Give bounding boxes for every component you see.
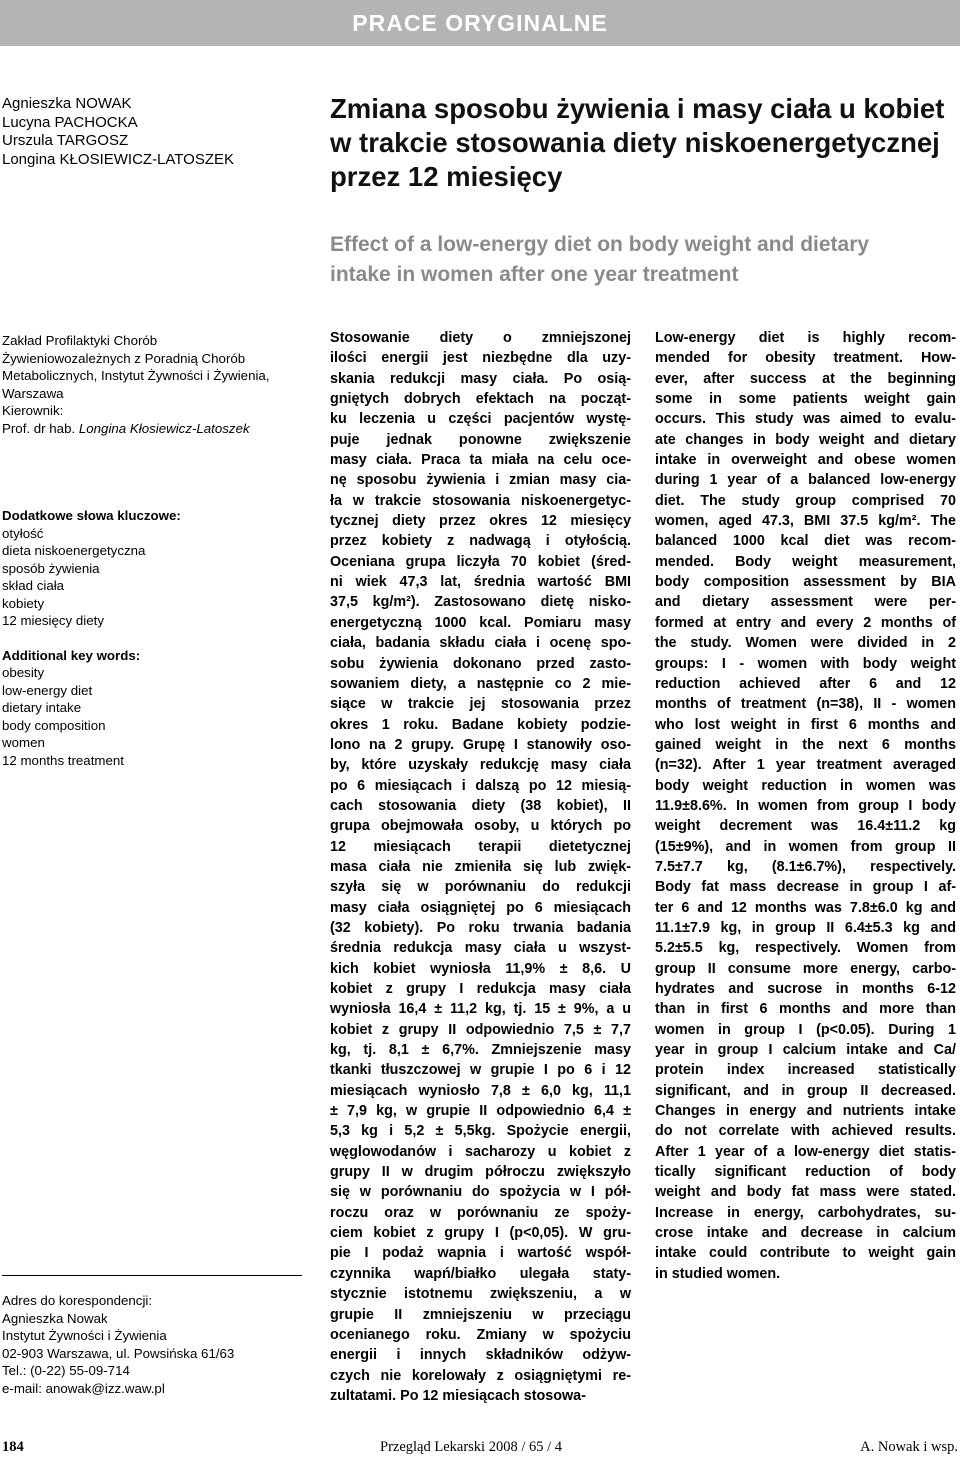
running-authors: A. Nowak i wsp. — [860, 1439, 958, 1455]
abstract-pl-line: masy ciała. Praca ta miała na celu oce- — [330, 452, 631, 469]
abstract-pl-line: nę sposobu żywienia i zmian masy cia- — [330, 472, 631, 489]
abstract-pl-line: tkanki tłuszczowej w grupie I po 6 i 12 — [330, 1062, 631, 1079]
keywords-pl-heading: Dodatkowe słowa kluczowe: — [2, 508, 181, 523]
abstract-en-line: Body fat mass decrease in group I af- — [655, 879, 956, 896]
abstract-en-line: and dietary assessment were per- — [655, 594, 956, 611]
author-name: Longina KŁOSIEWICZ-LATOSZEK — [2, 150, 235, 168]
keyword-pl: sposób żywienia — [2, 560, 100, 576]
abstract-pl-line: masy ciała osiągniętej po 6 miesiącach — [330, 899, 631, 916]
keywords-en-list — [2, 664, 302, 769]
abstract-en-line: year in group I calcium intake and Ca/ — [655, 1042, 956, 1059]
address-line: Instytut Żywności i Żywienia — [2, 1328, 167, 1343]
abstract-en-line: groups: I - women with body weight — [655, 655, 956, 672]
abstract-pl-line: węglowodanów i sacharozy u kobiet z — [330, 1143, 631, 1160]
abstract-en-line: women, aged 47.3, BMI 37.5 kg/m². The — [655, 513, 956, 530]
abstract-en-line: reduction achieved after 6 and 12 — [655, 675, 956, 692]
affiliation-line: Żywieniowozależnych z Poradnią Chorób — [2, 350, 246, 366]
abstract-english — [655, 328, 956, 1284]
abstract-pl-line: roczu oraz w porównaniu ze spoży- — [330, 1204, 631, 1221]
head-name: Longina Kłosiewicz-Latoszek — [78, 420, 250, 436]
abstract-en-line: 5.2±5.5 kg, respectively. Women from — [655, 940, 956, 957]
abstract-pl-line: czynnika wapń/białko ulegała staty- — [330, 1265, 631, 1282]
abstract-pl-line: Oceniana grupa liczyła 70 kobiet (śred- — [330, 553, 631, 570]
abstract-en-line: months of treatment (n=38), II - women — [655, 696, 956, 713]
abstract-pl-line: lono na 2 grupy. Grupę I stanowiły oso- — [330, 736, 631, 753]
article-title — [330, 92, 960, 194]
abstract-en-line: Changes in energy and nutrients intake — [655, 1103, 956, 1120]
address-line: Agnieszka Nowak — [2, 1310, 108, 1326]
abstract-pl-line: miesiącach wyniosło 7,8 ± 6,0 kg, 11,1 — [330, 1082, 631, 1099]
abstract-en-line: diet. The study group comprised 70 — [655, 492, 956, 509]
abstract-pl-line: przez kobiety z nadwagą i otyłością. — [330, 533, 631, 550]
keyword-pl: 12 miesięcy diety — [2, 613, 104, 628]
abstract-pl-line: ocenianego roku. Zmiany w spożyciu — [330, 1326, 631, 1343]
abstract-pl-line: okres 1 roku. Badane kobiety podzie- — [330, 716, 631, 733]
abstract-pl-line: ± 7,9 kg, w grupie II odpowiednio 6,4 ± — [330, 1103, 631, 1120]
title-line: przez 12 miesięcy — [330, 161, 563, 192]
abstract-en-line: do not correlate with achieved results. — [655, 1123, 956, 1140]
abstract-en-line: body weight reduction in women was — [655, 777, 956, 794]
abstract-pl-line: 37,5 kg/m²). Zastosowano dietę nisko- — [330, 594, 631, 611]
abstract-pl-line: ła w trakcie stosowania niskoenergetyc- — [330, 492, 631, 509]
sidebar-info — [2, 332, 302, 769]
correspondence-address — [2, 1292, 302, 1397]
subtitle-line: Effect of a low-energy diet on body weight and dietary — [330, 233, 870, 256]
abstract-pl-line: pie I podaż wapnia i wartość współ- — [330, 1245, 631, 1262]
abstract-en-line: weight and body fat mass were stated. — [655, 1184, 956, 1201]
keyword-pl: otyłość — [2, 525, 44, 541]
keyword-en: 12 months treatment — [2, 752, 124, 768]
abstract-en-line: 7.5±7.7 kg, (8.1±6.7%), respectively. — [655, 858, 956, 875]
abstract-en-line: After 1 year of a low-energy diet statis- — [655, 1143, 956, 1160]
address-line: Tel.: (0-22) 55-09-714 — [2, 1363, 130, 1378]
abstract-en-line: body composition assessment by BIA — [655, 574, 956, 591]
abstract-en-line: ter 6 and 12 months was 7.8±6.0 kg and — [655, 899, 956, 916]
abstract-en-line: than in first 6 months and more than — [655, 1001, 956, 1018]
abstract-pl-line: ku leczenia u części pacjentów wystę- — [330, 411, 631, 428]
abstract-en-line: ate changes in body weight and dietary — [655, 431, 956, 448]
abstract-en-line: women in group I (p<0.05). During 1 — [655, 1021, 956, 1038]
abstract-pl-line: kich kobiet wyniosła 11,9% ± 8,6. U — [330, 960, 631, 977]
author-name: Agnieszka NOWAK — [2, 95, 132, 112]
article-subtitle — [330, 230, 960, 290]
keyword-pl: dieta niskoenergetyczna — [2, 543, 146, 558]
address-line: Adres do korespondencji: — [2, 1293, 153, 1308]
abstract-en-line: during 1 year of a balanced low-energy — [655, 472, 956, 489]
subtitle-line: intake in women after one year treatment — [330, 263, 739, 286]
affiliation-head — [2, 420, 302, 438]
abstract-pl-line: 5,3 kg i 5,2 ± 5,5kg. Spożycie energii, — [330, 1123, 631, 1140]
keyword-pl: kobiety — [2, 595, 45, 611]
abstract-en-line: tically significant reduction of body — [655, 1164, 956, 1181]
keyword-pl: skład ciała — [2, 578, 65, 593]
abstract-en-line: some in some patients weight gain — [655, 391, 956, 408]
affiliation-line: Warszawa — [2, 385, 64, 401]
abstract-pl-line: ilości energii jest niezbędne dla uzy- — [330, 350, 631, 367]
abstract-en-line: group II consume more energy, carbo- — [655, 960, 956, 977]
abstract-en-line: mended for obesity treatment. How- — [655, 350, 956, 367]
keyword-en: women — [2, 735, 45, 750]
abstract-pl-line: czych nie korelowały z osiągniętymi re- — [330, 1367, 631, 1384]
abstract-pl-line: kobiet z grupy I redukcja masy ciała — [330, 981, 631, 997]
keyword-en: low-energy diet — [2, 682, 93, 698]
keyword-en: dietary intake — [2, 700, 82, 715]
abstract-en-line: in studied women. — [655, 1265, 781, 1282]
abstract-pl-line: gniętych dobrych efektach na począt- — [330, 391, 631, 408]
abstract-pl-line: energii i innych składników odżyw- — [330, 1347, 631, 1364]
abstract-en-line: 11.9±8.6%. In women from group I body — [655, 797, 956, 814]
abstract-en-line: intake could contribute to weight gain — [655, 1245, 956, 1262]
abstract-pl-line: ni wiek 47,3 lat, średnia wartość BMI — [330, 574, 631, 591]
abstract-en-line: hydrates and sucrose in months 6-12 — [655, 981, 956, 997]
abstract-en-line: formed at entry and every 2 months of — [655, 614, 956, 631]
abstract-pl-line: (32 kobiety). Po roku trwania badania — [330, 919, 631, 936]
abstract-pl-line: skania redukcji masy ciała. Po osią- — [330, 370, 631, 387]
affiliation-line: Metabolicznych, Instytut Żywności i Żywienia, — [2, 368, 270, 383]
abstract-en-line: ever, after success at the beginning — [655, 370, 956, 387]
abstract-en-line: who lost weight in first 6 months and — [655, 716, 956, 733]
keyword-en: obesity — [2, 665, 45, 680]
author-name: Urszula TARGOSZ — [2, 132, 129, 149]
abstract-en-line: 11.1±7.9 kg, in group II 6.4±5.3 kg and — [655, 919, 956, 936]
abstract-pl-line: masa ciała nie zmieniła się lub zwięk- — [330, 858, 631, 875]
abstract-en-line: crose intake and decrease in calcium — [655, 1225, 956, 1242]
abstract-pl-line: grupie II zmniejszeniu w przeciągu — [330, 1306, 631, 1323]
abstract-en-line: weight decrement was 16.4±11.2 kg — [655, 818, 956, 835]
abstract-en-line: significant, and in group II decreased. — [655, 1082, 956, 1099]
abstract-pl-line: stycznie istotnemu zwiększeniu, a w — [330, 1286, 631, 1303]
abstract-pl-line: szyła się w porównaniu do redukcji — [330, 879, 631, 896]
page-number: 184 — [2, 1439, 24, 1455]
abstract-en-line: Low-energy diet is highly recom- — [655, 330, 956, 346]
keywords-en-heading: Additional key words: — [2, 647, 141, 663]
abstract-pl-line: 12 miesiącach terapii dietetycznej — [330, 838, 631, 855]
abstract-en-line: gained weight in the next 6 months — [655, 736, 956, 753]
abstract-pl-line: sowaniem diety, a następnie co 2 mie- — [330, 675, 631, 692]
keywords-pl-list — [2, 525, 302, 630]
keyword-en: body composition — [2, 717, 106, 733]
abstract-pl-line: energetyczną 1000 kcal. Pomiaru masy — [330, 614, 631, 631]
affiliation-line: Zakład Profilaktyki Chorób — [2, 333, 158, 348]
abstract-pl-line: cach stosowania diety (38 kobiet), II — [330, 797, 631, 814]
abstract-pl-line: kg, tj. 8,1 ± 6,7%. Zmniejszenie masy — [330, 1042, 631, 1059]
abstract-en-line: Increase in energy, carbohydrates, su- — [655, 1204, 956, 1221]
title-line: w trakcie stosowania diety niskoenergetycznej — [330, 127, 940, 158]
affiliation — [2, 332, 302, 420]
abstract-pl-line: średnia redukcja masy ciała u wszyst- — [330, 940, 631, 957]
abstract-pl-line: kobiet z grupy II odpowiednio 7,5 ± 7,7 — [330, 1021, 631, 1038]
abstract-en-line: protein index increased statistically — [655, 1062, 956, 1079]
affiliation-line: Kierownik: — [2, 403, 64, 418]
divider — [2, 1275, 302, 1276]
section-banner: PRACE ORYGINALNE — [0, 0, 960, 46]
abstract-pl-line: by, które uzyskały redukcję masy ciała — [330, 757, 631, 774]
abstract-en-line: intake in overweight and obese women — [655, 452, 956, 469]
page-footer — [0, 1439, 960, 1461]
abstract-en-line: the study. Women were divided in 2 — [655, 635, 956, 652]
abstract-pl-line: Stosowanie diety o zmniejszonej — [330, 330, 631, 346]
abstract-pl-line: grupy II w drugim półroczu zwiększyło — [330, 1164, 631, 1181]
abstract-pl-line: wyniosła 16,4 ± 11,2 kg, tj. 15 ± 9%, a u — [330, 1001, 631, 1018]
abstract-polish — [330, 328, 631, 1406]
author-name: Lucyna PACHOCKA — [2, 113, 138, 131]
abstract-en-line: occurs. This study was aimed to evalu- — [655, 411, 956, 428]
author-list — [2, 95, 302, 169]
abstract-pl-line: grupa obejmowała osoby, u których po — [330, 818, 631, 835]
address-line: 02-903 Warszawa, ul. Powsińska 61/63 — [2, 1345, 235, 1361]
head-prefix: Prof. dr hab. — [2, 420, 79, 436]
title-line: Zmiana sposobu żywienia i masy ciała u kobiet — [330, 93, 945, 124]
abstract-pl-line: ciem kobiet z grupy I (p<0,05). W gru- — [330, 1225, 631, 1242]
abstract-pl-line: zultatami. Po 12 miesiącach stosowa- — [330, 1387, 586, 1404]
abstract-en-line: (15±9%), and in women from group II — [655, 838, 956, 855]
abstract-en-line: balanced 1000 kcal diet was recom- — [655, 533, 956, 550]
address-line: e-mail: anowak@izz.waw.pl — [2, 1380, 165, 1396]
abstract-pl-line: ciała, badania składu ciała i ocenę spo- — [330, 635, 631, 652]
abstract-pl-line: sobu żywienia dokonano przed zasto- — [330, 655, 631, 672]
abstract-en-line: mended. Body weight measurement, — [655, 553, 956, 570]
abstract-pl-line: siące w trakcie jej stosowania przez — [330, 696, 631, 713]
abstract-pl-line: tycznej diety przez okres 12 miesięcy — [330, 513, 631, 530]
journal-citation: Przegląd Lekarski 2008 / 65 / 4 — [380, 1439, 563, 1455]
abstract-en-line: (n=32). After 1 year treatment averaged — [655, 757, 956, 774]
abstract-pl-line: po 6 miesiącach i dalszą po 12 miesią- — [330, 777, 631, 794]
abstract-pl-line: się w porównaniu do spożycia w I pół- — [330, 1184, 631, 1201]
abstract-pl-line: puje jednak ponowne zwiększenie — [330, 431, 631, 448]
